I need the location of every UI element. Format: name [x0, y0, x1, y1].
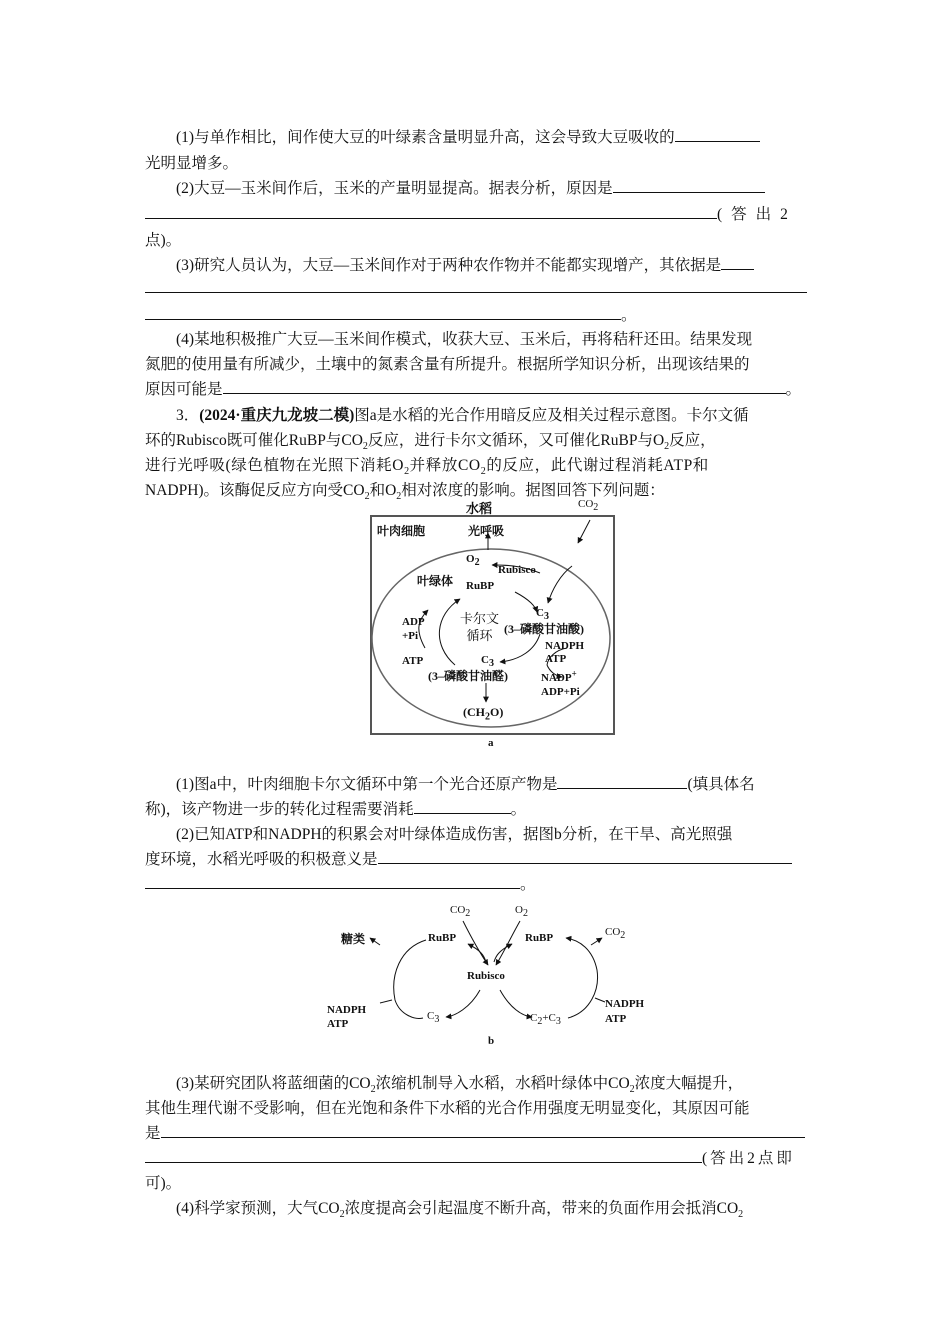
q3-part1-line2: 称)，该产物进一步的转化过程需要消耗 。	[145, 797, 807, 823]
label-nadph-atp-right: NADPH ATP	[545, 640, 585, 665]
label-calvin-cycle: 卡尔文 循环	[460, 611, 500, 643]
figure-b-caption: b	[488, 1035, 495, 1047]
q3-intro-line4: NADPH)。该酶促反应方向受$CO_2$和$O_2$相对浓度的影响。据图回答下列问题：	[145, 482, 665, 503]
label-b-sugar: 糖类	[341, 932, 366, 946]
label-chloroplast: 叶绿体	[417, 574, 454, 588]
label-rubisco: Rubisco	[498, 564, 536, 576]
label-c3-upper: $C_3$	[536, 607, 549, 623]
q3-intro-line2: 环的Rubisco既可催化RuBP与$CO_2$反应，进行卡尔文循环，又可催化RuBP与$O_2$反应，	[145, 432, 716, 453]
label-3-phosphoglyceraldehyde: (3–磷酸甘油醛)	[428, 669, 508, 683]
q2-part3-line3: 。	[145, 303, 807, 329]
label-co2-input: $CO_2$	[578, 498, 599, 514]
q3-part2-line1: (2)已知ATP和NADPH的积累会对叶绿体造成伤害，据图b分析，在干旱、高光照强	[176, 826, 733, 843]
label-b-rubisco: Rubisco	[467, 970, 505, 982]
label-rubp: RuBP	[466, 580, 495, 592]
q2-part4-line2: 氮肥的使用量有所减少，土壤中的氮素含量有所提升。根据所学知识分析，出现该结果的	[145, 356, 750, 373]
q2-part2-line1: (2)大豆—玉米间作后，玉米的产量明显提高。据表分析，原因是	[176, 176, 807, 202]
answer-blank[interactable]	[161, 1121, 805, 1138]
q3-part3-line5: 可)。	[145, 1175, 182, 1192]
label-3-phosphoglycerate: (3–磷酸甘油酸)	[504, 622, 584, 636]
q3-part2-line2: 度环境，水稻光呼吸的积极意义是	[145, 847, 807, 873]
q2-part4-line1: (4)某地积极推广大豆—玉米间作模式，收获大豆、玉米后，再将秸秆还田。结果发现	[176, 331, 753, 348]
label-b-c3: $C_3$	[427, 1010, 440, 1026]
label-o2: $O_2$	[466, 553, 480, 569]
q2-part2-line2: (答出2	[145, 202, 807, 228]
q3-part2-line3: 。	[145, 872, 807, 898]
q3-intro-line1: 3．(2024·重庆九龙坡二模)图a是水稻的光合作用暗反应及相关过程示意图。卡尔文循	[176, 407, 749, 424]
label-nadp-adp: NADP+ ADP+Pi	[541, 668, 580, 698]
label-b-co2-right: $CO_2$	[605, 926, 626, 942]
label-rice: 水稻	[466, 501, 493, 516]
label-c3-lower: $C_3$	[481, 654, 494, 670]
q2-part4-line3: 原因可能是 。	[145, 377, 807, 403]
label-b-rubp-left: RuBP	[428, 932, 457, 944]
label-b-o2-top: $O_2$	[515, 904, 528, 920]
label-adp-pi: ADP +Pi	[402, 616, 425, 642]
q3-intro-line3: 进行光呼吸(绿色植物在光照下消耗$O_2$并释放$CO_2$的反应，此代谢过程消耗ATP和	[145, 457, 709, 478]
answer-blank[interactable]	[145, 1146, 702, 1163]
q3-part3-line2: 其他生理代谢不受影响，但在光饱和条件下水稻的光合作用强度无明显变化，其原因可能	[145, 1100, 750, 1117]
q2-part1-line2: 光明显增多。	[145, 155, 239, 172]
label-b-nadph-atp-right: NADPH ATP	[605, 998, 645, 1025]
label-b-rubp-right: RuBP	[525, 932, 554, 944]
label-ch2o: $(CH_2O)$	[463, 705, 504, 723]
label-photorespiration: 光呼吸	[468, 524, 505, 538]
q3-part1-line1: (1)图a中，叶肉细胞卡尔文循环中第一个光合还原产物是 (填具体名	[176, 772, 807, 798]
label-b-c2-c3: $C_2+C_3$	[530, 1012, 561, 1028]
question-source: (2024·重庆九龙坡二模)	[199, 407, 355, 424]
label-b-co2-top: $CO_2$	[450, 904, 471, 920]
label-atp-left: ATP	[402, 655, 424, 667]
label-b-nadph-atp-left: NADPH ATP	[327, 1004, 367, 1030]
q3-part3-line1: (3)某研究团队将蓝细菌的$CO_2$浓缩机制导入水稻，水稻叶绿体中$CO_2$浓度大幅提升，	[176, 1075, 744, 1096]
q2-part1-line1: (1)与单作相比，间作使大豆的叶绿素含量明显升高，这会导致大豆吸收的	[176, 125, 807, 151]
q3-part4-line1: (4)科学家预测，大气$CO_2$浓度提高会引起温度不断升高，带来的负面作用会抵消$CO_2$	[176, 1200, 744, 1221]
q2-part2-line3: 点)。	[145, 232, 182, 249]
q3-part3-line4: (答出2点即	[145, 1146, 807, 1172]
figure-a-caption: a	[488, 737, 494, 749]
label-mesophyll-cell: 叶肉细胞	[377, 524, 426, 538]
q3-part3-line3: 是	[145, 1121, 807, 1147]
q2-part3-line1: (3)研究人员认为，大豆—玉米间作对于两种农作物并不能都实现增产，其依据是	[176, 253, 807, 279]
